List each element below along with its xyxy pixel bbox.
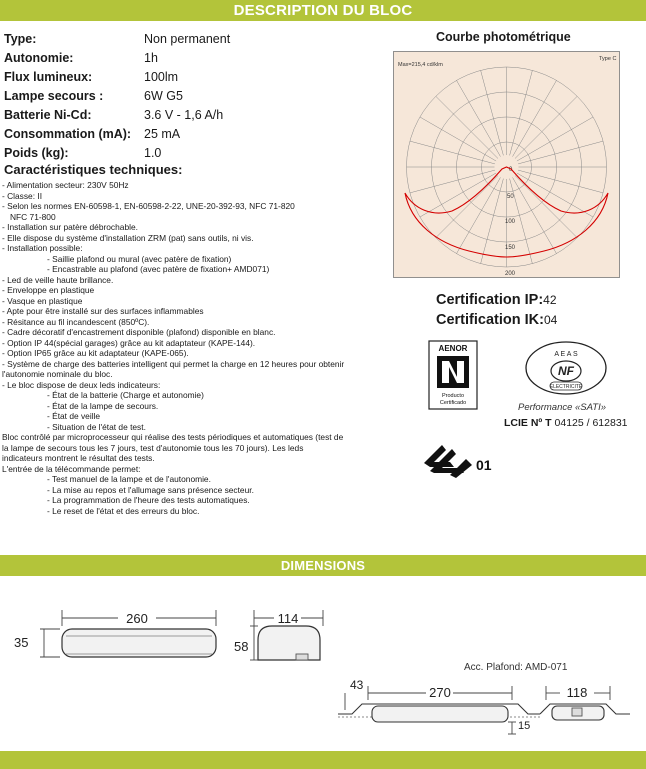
- list-item: L'entrée de la télécommande permet:: [2, 463, 141, 474]
- lcie-label: LCIE Nº T: [504, 417, 552, 429]
- list-item: - Led de veille haute brillance.: [2, 274, 114, 285]
- spec-value: 100lm: [144, 69, 179, 84]
- list-item: - Enveloppe en plastique: [2, 285, 95, 295]
- front-view-housing: [62, 629, 216, 657]
- list-item: - Situation de l'état de test.: [47, 421, 146, 432]
- dim-flush-width: 270: [429, 685, 451, 700]
- radial-label: 200: [505, 271, 516, 277]
- list-item: l'autonomie nominale du bloc.: [2, 369, 113, 379]
- list-item: - Installation sur patère débrochable.: [2, 222, 138, 232]
- spec-value: 6W G5: [144, 88, 183, 103]
- nf-logo: [524, 340, 608, 396]
- tech-title: Caractéristiques techniques:: [4, 162, 183, 177]
- list-item: - Classe: II: [2, 190, 43, 201]
- nf-bottom-text: ELECTRICITE: [549, 384, 583, 390]
- radial-label: 0: [509, 167, 513, 173]
- dim-flush-offset: 15: [518, 720, 531, 732]
- spec-row: [4, 48, 304, 67]
- list-item: - Résitance au fil incandescent (850ºC).: [2, 316, 150, 327]
- spec-row: [4, 86, 304, 105]
- spec-row: [4, 105, 304, 124]
- cert-ip: [436, 292, 557, 308]
- spec-value: Non permanent: [144, 31, 231, 46]
- ek-mark-text: 01: [476, 457, 492, 473]
- list-item: - Option IP65 grâce au kit adaptateur (KAPE-065).: [2, 348, 189, 358]
- nf-top-text: A E A S: [554, 351, 578, 358]
- spec-row: [4, 124, 304, 143]
- radial-label: 150: [505, 245, 516, 251]
- cert-ip-label: Certification IP:: [436, 292, 544, 308]
- dim-depth: 114: [277, 611, 299, 626]
- section-title: DIMENSIONS: [280, 558, 366, 573]
- dim-flush-left: 43: [350, 678, 364, 692]
- list-item: - Apte pour être installé sur des surfaces inflammables: [2, 306, 204, 316]
- spec-label: Consommation (mA):: [4, 126, 132, 141]
- footer-band: [0, 751, 646, 769]
- list-item: Bloc contrôlé par microprocesseur qui réalise des tests périodiques et automatiques (test de: [2, 432, 344, 442]
- side-view-housing: [258, 626, 320, 660]
- list-item: la lampe de secours tous les 7 jours, test d'autonomie tous les 70 jours). Les leds: [2, 442, 304, 453]
- list-item: - Système de charge des batteries intelligent qui permet la charge en 12 heures pour obtenir: [2, 358, 345, 369]
- spec-row: [4, 67, 304, 86]
- spec-label: Lampe secours :: [4, 88, 104, 103]
- radial-label: 50: [507, 194, 514, 200]
- radial-label: 100: [505, 219, 516, 225]
- dim-width: 260: [126, 611, 148, 626]
- section-header-dimensions: [0, 555, 646, 576]
- spec-value: 1h: [144, 50, 158, 65]
- list-item: NFC 71-800: [10, 211, 56, 222]
- list-item: indicateurs montrent le résultat des tests.: [2, 453, 155, 463]
- spec-row: [4, 143, 304, 162]
- list-item: - Encastrable au plafond (avec patère de fixation+ AMD071): [47, 264, 270, 274]
- list-item: - État de veille: [47, 411, 101, 421]
- list-item: - Elle dispose du système d'installation ZRM (pat) sans outils, ni vis.: [2, 232, 254, 243]
- aenor-logo: [428, 340, 478, 410]
- lcie-value: 04125 / 612831: [554, 417, 628, 429]
- list-item: - Installation possible:: [2, 243, 83, 253]
- spec-label: Poids (kg):: [4, 145, 69, 160]
- list-item: - Option IP 44(spécial garages) grâce au kit adaptateur (KAPE-144).: [2, 337, 256, 348]
- spec-value: 3.6 V - 1,6 A/h: [144, 107, 224, 122]
- dim-side-height: 58: [234, 639, 249, 654]
- spec-label: Flux lumineux:: [4, 69, 93, 84]
- tech-list: [2, 180, 397, 516]
- acc-plafond-label: Acc. Plafond: AMD-071: [464, 662, 568, 673]
- list-item: - La programmation de l'heure des tests automatiques.: [47, 495, 250, 505]
- spec-value: 25 mA: [144, 126, 181, 141]
- type-label: Type C: [599, 56, 617, 62]
- photometric-diagram: [393, 51, 620, 278]
- cert-ik-value: 04: [543, 313, 558, 327]
- cert-ik: [436, 312, 557, 328]
- nf-mark: NF: [558, 364, 574, 378]
- polar-svg: [393, 51, 620, 278]
- dim-flush-depth: 118: [566, 685, 588, 700]
- spec-label: Autonomie:: [4, 50, 74, 65]
- spec-table: [4, 29, 304, 162]
- cert-ip-value: 42: [543, 293, 557, 307]
- aenor-sub: Certificado: [439, 400, 467, 406]
- list-item: - Le bloc dispose de deux leds indicateurs:: [2, 379, 161, 390]
- list-item: - État de la batterie (Charge et autonomie): [47, 390, 204, 400]
- list-item: - Test manuel de la lampe et de l'autonomie.: [47, 474, 211, 484]
- max-label: Max=215,4 cd/klm: [398, 62, 443, 68]
- list-item: - Selon les normes EN-60598-1, EN-60598-2-22, UNE-20-392-93, NFC 71-820: [2, 201, 295, 211]
- spec-value: 1.0: [144, 145, 162, 160]
- section-title: DESCRIPTION DU BLOC: [233, 2, 413, 19]
- list-item: - La mise au repos et l'allumage sans présence secteur.: [47, 484, 254, 495]
- spec-label: Type:: [4, 31, 37, 46]
- performance-label: Performance «SATI»: [518, 402, 607, 413]
- dim-height: 35: [14, 635, 29, 650]
- list-item: - Cadre décoratif d'encastrement disponible (plafond) disponible en blanc.: [2, 327, 276, 337]
- ek-mark-logo: [420, 441, 500, 479]
- list-item: - Saillie plafond ou mural (avec patère de fixation): [47, 253, 232, 264]
- list-item: - Alimentation secteur: 230V 50Hz: [2, 180, 129, 190]
- aenor-sub: Producto: [441, 393, 465, 399]
- spec-row: [4, 29, 304, 48]
- cert-ik-label: Certification IK:: [436, 312, 544, 328]
- flush-view-housing: [372, 706, 508, 722]
- aenor-label: AENOR: [438, 344, 468, 353]
- spec-label: Batterie Ni-Cd:: [4, 107, 92, 122]
- section-header-description: [0, 0, 646, 21]
- lcie-ref: [504, 417, 628, 429]
- list-item: - Vasque en plastique: [2, 295, 83, 306]
- photometric-title: Courbe photométrique: [436, 30, 571, 44]
- list-item: - Le reset de l'état et des erreurs du bloc.: [47, 505, 200, 516]
- list-item: - État de la lampe de secours.: [47, 400, 159, 411]
